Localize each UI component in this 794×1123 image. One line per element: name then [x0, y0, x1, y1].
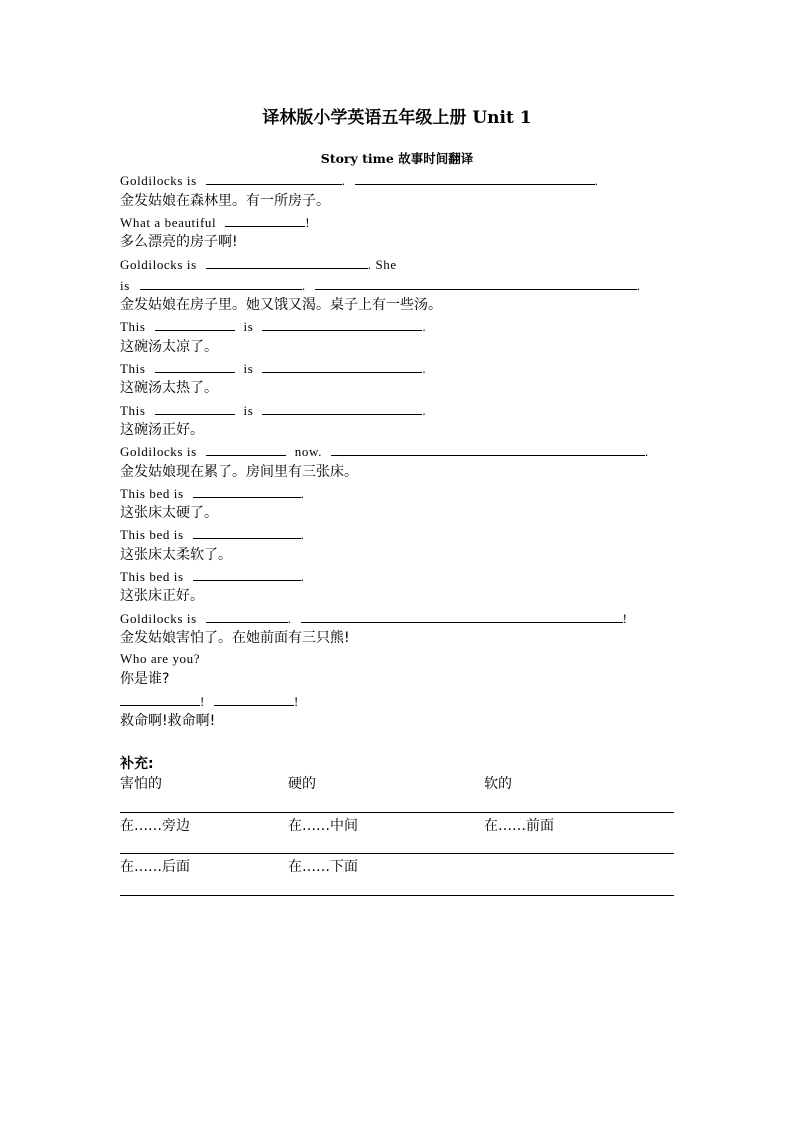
punctuation: . [422, 403, 427, 418]
punctuation: . [300, 569, 305, 584]
vocab-item: 在……中间 [288, 818, 358, 834]
line-text: This [120, 319, 146, 334]
vocab-item: 软的 [484, 776, 512, 792]
vocab-item: 硬的 [288, 776, 316, 792]
translation-line-12: 金发姑娘害怕了。在她前面有三只熊! [120, 630, 350, 646]
story-line-5 [120, 316, 426, 336]
line-text: . She [367, 257, 397, 272]
punctuation: . [300, 486, 305, 501]
punctuation: ! [305, 215, 311, 230]
answer-blank[interactable] [262, 400, 422, 415]
punctuation: . [422, 361, 427, 376]
page-subtitle: Story time 故事时间翻译 [320, 151, 474, 166]
answer-blank[interactable] [214, 691, 294, 706]
answer-blank[interactable] [155, 316, 235, 331]
line-text: Goldilocks is [120, 611, 197, 626]
story-line-4 [120, 275, 641, 295]
story-line-8 [120, 441, 649, 461]
answer-blank[interactable] [225, 212, 305, 227]
answer-blank[interactable] [206, 254, 368, 269]
answer-blank[interactable] [206, 170, 342, 185]
punctuation: . [594, 173, 599, 188]
story-line-12 [120, 608, 628, 628]
translation-line-8: 金发姑娘现在累了。房间里有三张床。 [120, 464, 358, 480]
answer-blank[interactable] [206, 608, 288, 623]
translation-line-14: 救命啊!救命啊! [120, 713, 216, 729]
story-line-6 [120, 358, 426, 378]
translation-line-1: 金发姑娘在森林里。有一所房子。 [120, 193, 330, 209]
line-text: Goldilocks is [120, 257, 197, 272]
line-text: is [243, 361, 254, 376]
punctuation: . [636, 278, 641, 293]
translation-line-9: 这张床太硬了。 [120, 505, 218, 521]
story-line-11 [120, 566, 305, 586]
line-text: Goldilocks is [120, 173, 197, 188]
punctuation: ! [200, 694, 205, 709]
vocab-item: 害怕的 [120, 776, 162, 792]
translation-line-5: 这碗汤太凉了。 [120, 339, 218, 355]
punctuation: ! [622, 611, 628, 626]
story-line-3 [120, 254, 397, 274]
answer-blank[interactable] [120, 691, 200, 706]
line-text: This [120, 403, 146, 418]
punctuation: . [644, 444, 649, 459]
answer-blank[interactable] [315, 275, 637, 290]
line-text: is [243, 319, 254, 334]
translation-line-4: 金发姑娘在房子里。她又饿又渴。桌子上有一些汤。 [120, 297, 442, 313]
answer-blank[interactable] [193, 524, 301, 539]
punctuation: . [287, 611, 292, 626]
translation-line-11: 这张床正好。 [120, 588, 204, 604]
vocab-item: 在……前面 [484, 818, 554, 834]
answer-blank[interactable] [206, 441, 286, 456]
punctuation: . [341, 173, 346, 188]
writing-line[interactable] [120, 895, 674, 896]
punctuation: ! [293, 694, 299, 709]
punctuation: . [301, 278, 306, 293]
answer-blank[interactable] [193, 566, 301, 581]
vocab-item: 在……下面 [288, 859, 358, 875]
line-text: is [120, 278, 130, 293]
writing-line[interactable] [120, 853, 674, 854]
answer-blank[interactable] [331, 441, 645, 456]
story-line-13: Who are you? [120, 651, 201, 666]
translation-line-10: 这张床太柔软了。 [120, 547, 232, 563]
story-line-1 [120, 170, 599, 190]
translation-line-13: 你是谁? [120, 671, 170, 687]
answer-blank[interactable] [262, 358, 422, 373]
vocab-item: 在……后面 [120, 859, 190, 875]
story-line-14 [120, 691, 299, 711]
answer-blank[interactable] [262, 316, 422, 331]
answer-blank[interactable] [355, 170, 595, 185]
line-text: now. [294, 444, 322, 459]
writing-line[interactable] [120, 812, 674, 813]
story-line-10 [120, 524, 305, 544]
punctuation: . [422, 319, 427, 334]
page-title: 译林版小学英语五年级上册 Unit 1 [262, 108, 532, 128]
line-text: What a beautiful [120, 215, 217, 230]
line-text: Goldilocks is [120, 444, 197, 459]
vocab-item: 在……旁边 [120, 818, 190, 834]
supplement-heading: 补充: [120, 756, 154, 772]
line-text: This bed is [120, 527, 184, 542]
story-line-9 [120, 483, 305, 503]
translation-line-2: 多么漂亮的房子啊! [120, 234, 238, 250]
line-text: This [120, 361, 146, 376]
answer-blank[interactable] [193, 483, 301, 498]
line-text: This bed is [120, 569, 184, 584]
story-line-2 [120, 212, 310, 232]
line-text: is [243, 403, 254, 418]
answer-blank[interactable] [140, 275, 302, 290]
answer-blank[interactable] [301, 608, 623, 623]
story-line-7 [120, 400, 426, 420]
punctuation: . [300, 527, 305, 542]
line-text: This bed is [120, 486, 184, 501]
answer-blank[interactable] [155, 400, 235, 415]
answer-blank[interactable] [155, 358, 235, 373]
translation-line-6: 这碗汤太热了。 [120, 380, 218, 396]
translation-line-7: 这碗汤正好。 [120, 422, 204, 438]
